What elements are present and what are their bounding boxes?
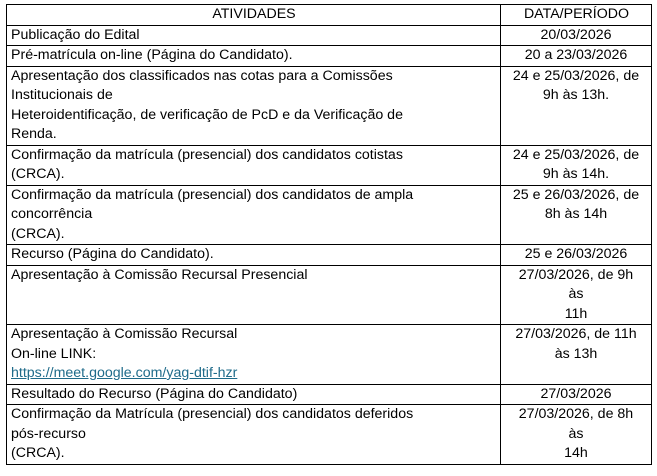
date-cell	[501, 145, 652, 185]
activity-cell	[7, 185, 501, 245]
table-row	[7, 46, 652, 67]
date-text: 24 e 25/03/2026, de	[512, 146, 640, 163]
date-text: 11h	[564, 305, 588, 322]
table-row	[7, 265, 652, 325]
date-text: 9h às 13h.	[542, 87, 610, 103]
date-cell	[501, 25, 652, 46]
date-text: às 13h	[554, 345, 598, 362]
activity-text: (CRCA).	[11, 225, 65, 242]
activity-cell	[7, 265, 501, 325]
activity-text: Apresentação dos classificados nas cotas para a Comissões	[11, 67, 393, 84]
date-cell	[501, 325, 652, 385]
table-row	[7, 325, 652, 385]
activity-cell	[7, 46, 501, 67]
date-text: 27/03/2026, de 9h	[518, 266, 634, 283]
table-row	[7, 66, 652, 145]
activity-text: Pré-matrícula on-line (Página do Candidato).	[11, 47, 293, 63]
activity-text: Heteroidentificação, de verificação de PcD e da Verificação de	[11, 106, 403, 123]
date-text: 9h às 14h.	[542, 166, 610, 182]
table-row	[7, 145, 652, 185]
date-text: às	[568, 286, 584, 302]
date-text: 14h	[564, 445, 588, 461]
activity-text: Institucionais de	[11, 87, 113, 103]
date-cell	[501, 405, 652, 465]
activity-text: Confirmação da matrícula (presencial) dos candidatos de ampla	[11, 186, 414, 203]
table-row	[7, 384, 652, 405]
date-cell	[501, 384, 652, 405]
date-cell	[501, 66, 652, 145]
activity-cell	[7, 66, 501, 145]
date-text: 20/03/2026	[540, 26, 612, 43]
activity-text: (CRCA).	[11, 166, 65, 182]
header-date-period: DATA/PERÍODO	[501, 5, 652, 26]
date-text: 8h às 14h	[544, 206, 608, 222]
table-row	[7, 405, 652, 465]
date-text: 20 a 23/03/2026	[524, 47, 628, 63]
date-text: 25 e 26/03/2026	[524, 246, 628, 262]
activity-cell	[7, 384, 501, 405]
activity-text: Recurso (Página do Candidato).	[11, 246, 214, 262]
activity-text: Apresentação à Comissão Recursal Presencial	[11, 266, 308, 283]
date-text: às	[568, 425, 584, 442]
activity-text: On-line LINK:	[11, 345, 97, 362]
activity-cell	[7, 25, 501, 46]
activity-text: Confirmação da matrícula (presencial) dos candidatos cotistas	[11, 146, 403, 163]
activity-text: Confirmação da Matrícula (presencial) dos candidatos deferidos	[11, 406, 414, 422]
date-cell	[501, 185, 652, 245]
activity-text: Renda.	[11, 126, 57, 142]
activity-text: Publicação do Edital	[11, 26, 140, 43]
activity-cell	[7, 405, 501, 465]
activity-text: (CRCA).	[11, 445, 65, 461]
date-cell	[501, 265, 652, 325]
schedule-table	[6, 4, 652, 465]
activity-text: pós-recurso	[11, 425, 86, 442]
date-cell	[501, 46, 652, 67]
table-row	[7, 185, 652, 245]
date-text: 25 e 26/03/2026, de	[512, 186, 640, 203]
date-text: 27/03/2026, de 11h	[515, 326, 637, 342]
date-cell	[501, 245, 652, 266]
activity-text: Apresentação à Comissão Recursal	[11, 326, 238, 342]
table-row	[7, 245, 652, 266]
date-text: 27/03/2026, de 8h	[518, 406, 634, 422]
table-row	[7, 25, 652, 46]
table-header-row	[7, 5, 652, 26]
activity-text: concorrência	[11, 206, 93, 222]
activity-cell	[7, 245, 501, 266]
meet-link[interactable]: https://meet.google.com/yag-dtif-hzr	[11, 365, 238, 381]
date-text: 27/03/2026	[540, 385, 612, 402]
header-activities: ATIVIDADES	[7, 5, 501, 26]
activity-cell	[7, 145, 501, 185]
activity-text: Resultado do Recurso (Página do Candidato)	[11, 385, 298, 402]
activity-cell	[7, 325, 501, 385]
date-text: 24 e 25/03/2026, de	[512, 67, 640, 84]
